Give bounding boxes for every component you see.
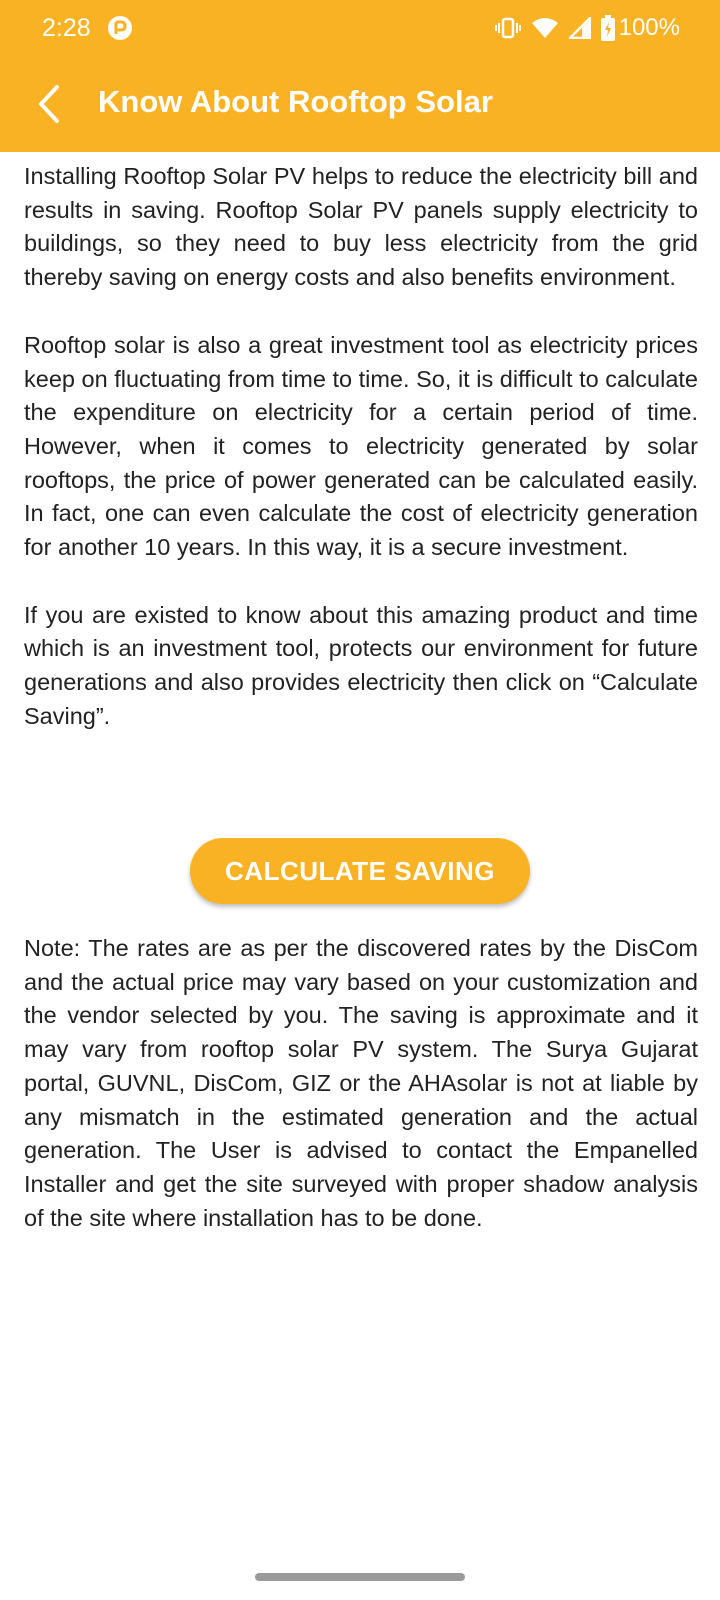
wifi-icon xyxy=(531,17,559,39)
toolbar xyxy=(0,66,720,138)
disclaimer-note: Note: The rates are as per the discovered rates by the DisCom and the actual price may vary based on your customization and the vendor selected by you. The saving is approximate and it may vary from rooftop solar PV system. The Surya Gujarat portal, GUVNL, DisCom, GIZ or the AHAsolar is not at liable by any mismatch in the estimated generation and the actual generation. The User is advised to contact the Empanelled Installer and get the site surveyed with proper shadow analysis of the site where installation has to be done. xyxy=(24,935,698,1231)
info-paragraph-2: Rooftop solar is also a great investment tool as electricity prices keep on fluctuating from time to time. So, it is difficult to calculate the expenditure on electricity for a certain period of time. However, when it comes to electricity generated by solar rooftops, the price of power generated can be calculated easily. In fact, one can even calculate the cost of electricity generation for another 10 years. In this way, it is a secure investment. xyxy=(24,331,698,561)
info-paragraph-1: Installing Rooftop Solar PV helps to reduce the electricity bill and results in saving. Rooftop Solar PV panels supply electricity to buildings, so they need to buy less electricity from the grid thereby saving on energy costs and also benefits environment. xyxy=(24,163,698,291)
battery-percentage: 100% xyxy=(618,14,680,41)
app-notification-icon xyxy=(107,15,133,41)
info-content xyxy=(24,160,698,734)
status-time: 2:28 xyxy=(42,14,91,42)
calculate-button-container xyxy=(0,838,720,904)
info-paragraph-3: If you are existed to know about this amazing product and time which is an investment tool, protects our environment for future generations and also provides electricity then click on “Calculate Saving”. xyxy=(24,601,698,729)
home-indicator[interactable] xyxy=(255,1573,465,1581)
vibrate-icon xyxy=(495,16,521,40)
status-icons xyxy=(495,12,680,44)
status-bar xyxy=(0,0,720,56)
page-title: Know About Rooftop Solar xyxy=(98,84,493,119)
cellular-signal-icon xyxy=(569,17,591,39)
back-arrow-icon xyxy=(35,84,65,124)
calculate-saving-button[interactable]: CALCULATE SAVING xyxy=(190,838,530,904)
note-section xyxy=(24,932,698,1235)
app-header xyxy=(0,0,720,152)
battery-icon xyxy=(601,15,615,41)
back-button[interactable] xyxy=(22,76,78,132)
